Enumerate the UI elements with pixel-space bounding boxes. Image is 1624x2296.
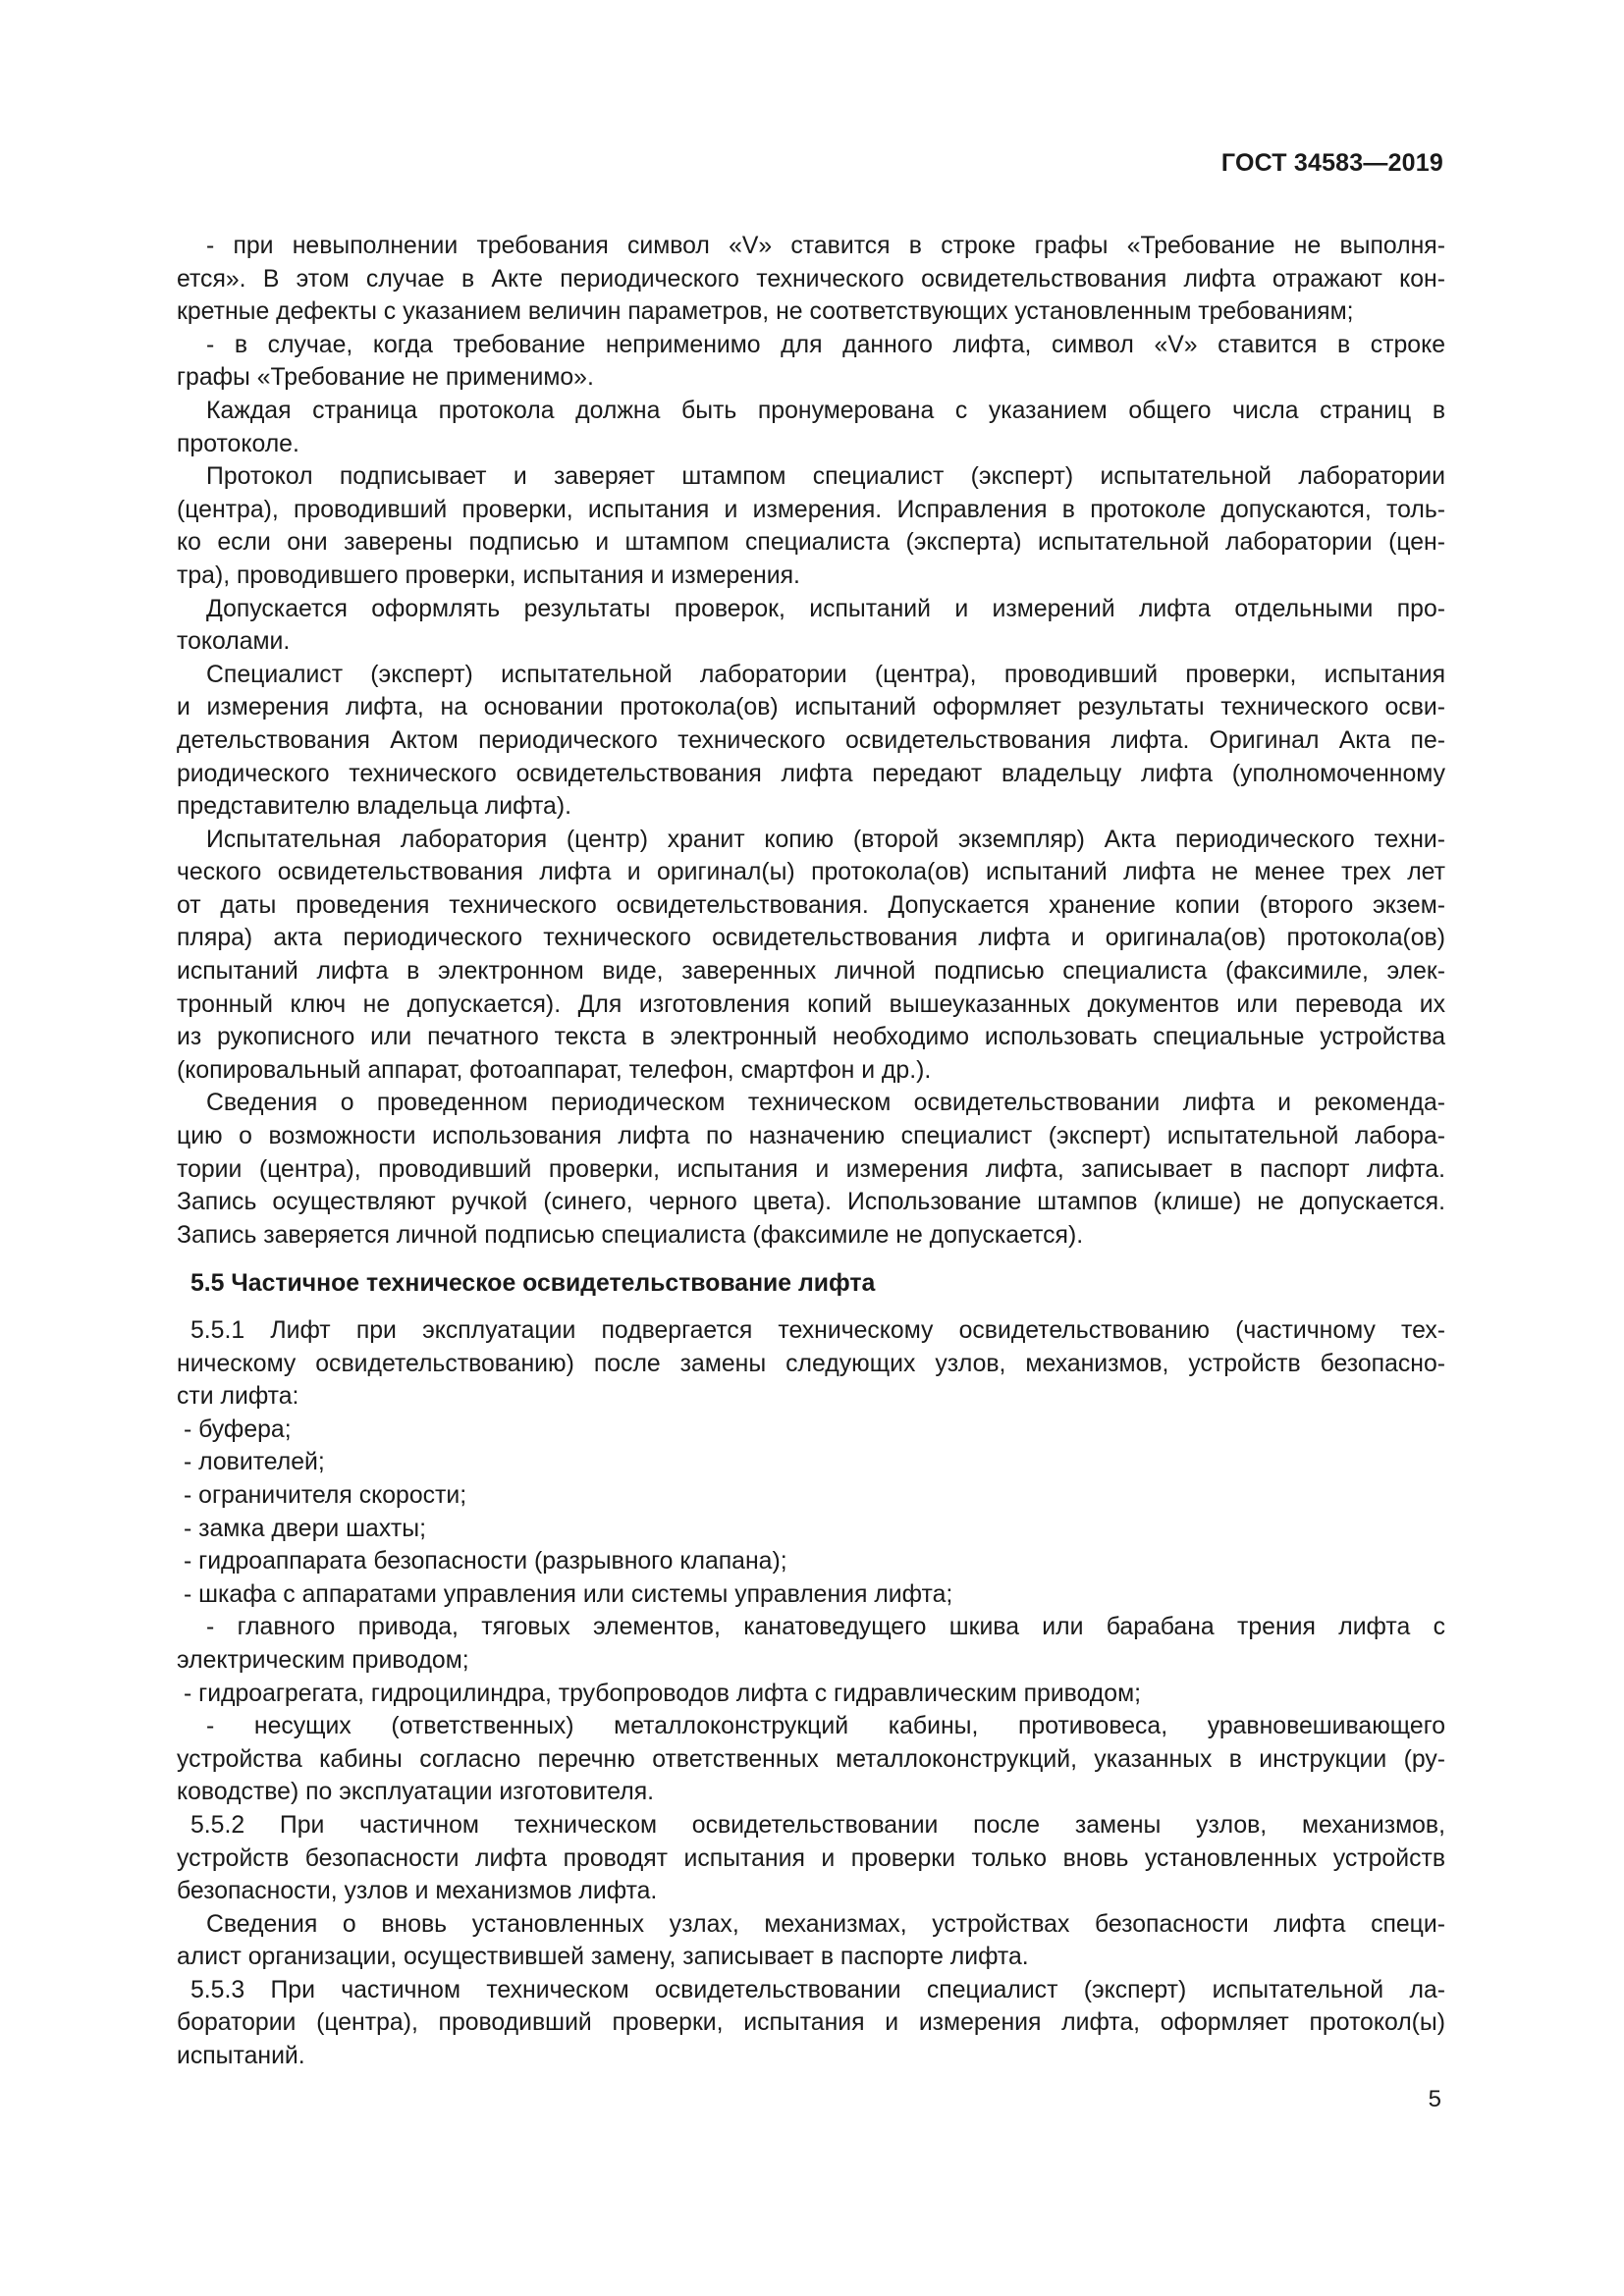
clause-5-5-2 [177,1809,1445,1908]
text-line: 5.5.2 При частичном техническом освидетельствовании после замены узлов, механизмов, [190,1811,1445,1839]
list-item: - гидроаппарата безопасности (разрывного клапана); [184,1548,787,1575]
text-line: токолами. [177,628,291,656]
text-line: алист организации, осуществившей замену, записывает в паспорте лифта. [177,1944,1029,1971]
text-line: Каждая страница протокола должна быть пронумерована с указанием общего числа страниц в [206,397,1445,424]
text-line: Запись осуществляют ручкой (синего, черного цвета). Использование штампов (клише) не допускается. [177,1189,1445,1216]
paragraph [177,593,1445,659]
list-item: - замка двери шахты; [184,1515,426,1542]
text-line: Протокол подписывает и заверяет штампом специалист (эксперт) испытательной лаборатории [206,463,1445,491]
text-line: устройства кабины согласно перечню ответственных металлоконструкций, указанных в инструкции (ру- [177,1745,1445,1773]
list-item: - гидроагрегата, гидроцилиндра, трубопроводов лифта с гидравлическим приводом; [184,1680,1142,1707]
text-line: риодического технического освидетельствования лифта передают владельцу лифта (уполномоченному [177,760,1445,787]
text-line: тра), проводившего проверки, испытания и измерения. [177,561,800,589]
text-line: 5.5.1 Лифт при эксплуатации подвергается техническому освидетельствованию (частичному тех- [190,1317,1445,1344]
text-line: сти лифта: [177,1383,299,1411]
page-number: 5 [1428,2086,1441,2112]
text-line: цию о возможности использования лифта по назначению специалист (эксперт) испытательной лабора- [177,1123,1445,1150]
list-item: - шкафа с аппаратами управления или системы управления лифта; [184,1580,953,1608]
text-line: пляра) акта периодического технического освидетельствования лифта и оригинала(ов) протокола(ов) [177,925,1445,952]
list-item: - ловителей; [184,1449,325,1476]
text-line: ководстве) по эксплуатации изготовителя. [177,1779,655,1806]
document-body [177,230,1445,2073]
list-item: - буфера; [184,1415,292,1443]
paragraph [177,329,1445,395]
text-line: ческого освидетельствования лифта и оригинал(ы) протокола(ов) испытаний лифта не менее трех лет [177,859,1445,886]
text-line: - несущих (ответственных) металлоконструкций кабины, противовеса, уравновешивающего [206,1713,1445,1740]
text-line: - при невыполнении требования символ «V» ставится в строке графы «Требование не выполня- [206,233,1445,259]
document-header: ГОСТ 34583—2019 [1220,149,1443,177]
text-line: (центра), проводивший проверки, испытания и измерения. Исправления в протоколе допускаются, толь- [177,496,1445,523]
text-line: Сведения о проведенном периодическом техническом освидетельствовании лифта и рекоменда- [206,1090,1445,1117]
text-line: графы «Требование не применимо». [177,364,594,392]
list-item [177,1710,1445,1809]
text-line: испытаний лифта в электронном виде, заверенных личной подписью специалиста (факсимиле, элек- [177,958,1445,986]
paragraph [177,395,1445,460]
text-line: 5.5.3 При частичном техническом освидетельствовании специалист (эксперт) испытательной ла- [190,1976,1445,2003]
text-line: Сведения о вновь установленных узлах, механизмах, устройствах безопасности лифта специ- [206,1910,1445,1938]
text-line: детельствования Актом периодического технического освидетельствования лифта. Оригинал Акта пе- [177,726,1445,754]
clause-5-5-3 [177,1974,1445,2073]
text-line: Допускается оформлять результаты проверок, испытаний и измерений лифта отдельными про- [206,595,1445,622]
text-line: ко если они заверены подписью и штампом специалиста (эксперта) испытательной лаборатории (цен- [177,529,1445,557]
list-item: - ограничителя скорости; [184,1481,467,1509]
paragraph [177,460,1445,592]
component-list [177,1414,1445,1809]
list-item [177,1611,1445,1677]
text-line: представителю владельца лифта). [177,793,571,821]
text-line: протоколе. [177,430,299,457]
text-line: от даты проведения технического освидетельствования. Допускается хранение копии (второго экзем- [177,891,1445,919]
text-line: и измерения лифта, на основании протокола(ов) испытаний оформляет результаты технического осви- [177,694,1445,721]
section-heading: 5.5 Частичное техническое освидетельствование лифта [190,1270,876,1298]
text-line: - в случае, когда требование неприменимо для данного лифта, символ «V» ставится в строке [206,331,1445,358]
paragraph [177,230,1445,329]
text-line: ническому освидетельствованию) после замены следующих узлов, механизмов, устройств безопасно- [177,1350,1445,1377]
paragraph [177,1908,1445,1974]
text-line: безопасности, узлов и механизмов лифта. [177,1878,658,1905]
paragraph [177,1087,1445,1252]
text-line: тории (центра), проводивший проверки, испытания и измерения лифта, записывает в паспорт лифта. [177,1155,1445,1183]
paragraph [177,824,1445,1088]
text-line: Специалист (эксперт) испытательной лаборатории (центра), проводивший проверки, испытания [206,661,1445,688]
text-line: Испытательная лаборатория (центр) хранит копию (второй экземпляр) Акта периодического техни- [206,826,1445,853]
text-line: устройств безопасности лифта проводят испытания и проверки только вновь установленных устройств [177,1844,1445,1872]
paragraph [177,659,1445,824]
text-line: - главного привода, тяговых элементов, канатоведущего шкива или барабана трения лифта с [206,1614,1445,1641]
text-line: ется». В этом случае в Акте периодического технического освидетельствования лифта отражают кон- [177,265,1445,293]
text-line: электрическим приводом; [177,1646,469,1674]
text-line: испытаний. [177,2043,305,2070]
text-line: тронный ключ не допускается). Для изготовления копий вышеуказанных документов или перевода их [177,990,1445,1018]
text-line: (копировальный аппарат, фотоаппарат, телефон, смартфон и др.). [177,1056,932,1084]
clause-5-5-1 [177,1314,1445,1414]
text-line: боратории (центра), проводивший проверки, испытания и измерения лифта, оформляет протокол(ы) [177,2009,1445,2037]
text-line: Запись заверяется личной подписью специалиста (факсимиле не допускается). [177,1221,1084,1249]
text-line: из рукописного или печатного текста в электронный необходимо использовать специальные устройства [177,1024,1445,1051]
text-line: кретные дефекты с указанием величин параметров, не соответствующих установленным требованиям; [177,298,1354,326]
